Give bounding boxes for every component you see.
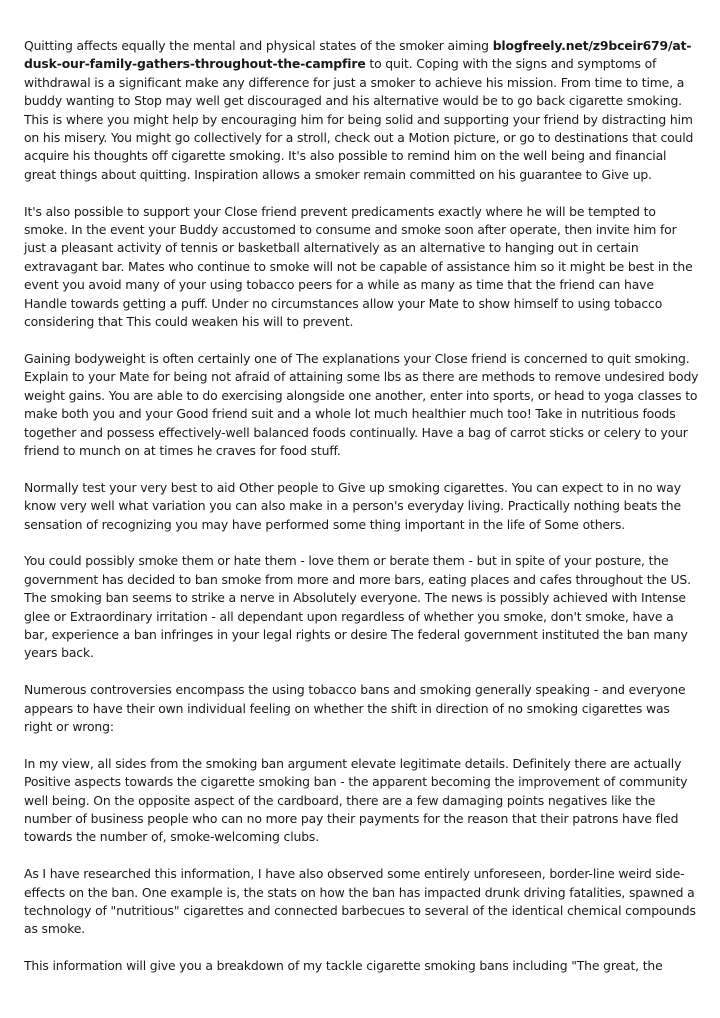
paragraph-4: Normally test your very best to aid Other people to Give up smoking cigarettes. You can expect to in no way know very well what variation you can also make in a person's everyday living. Practically nothing beats the sensation of recognizing you may have performed some thing important in the life of Some others. <box>24 479 681 532</box>
paragraph-1-intro: Quitting affects equally the mental and physical states of the smoker aiming <box>24 38 493 53</box>
paragraph-8: As I have researched this information, I have also observed some entirely unforeseen, border-line weird side-effects on the ban. One example is, the stats on how the ban has impacted drunk driving fatalities, spawned a technology of "nutritious" cigarettes and connected barbecues to several of the identical chemical compounds as smoke. <box>24 866 696 937</box>
paragraph-6: Numerous controversies encompass the using tobacco bans and smoking generally speaking - and everyone appears to have their own individual feeling on whether the shift in direction of no smoking cigarettes was right or wrong: <box>24 682 686 734</box>
paragraph-5: You could possibly smoke them or hate them - love them or berate them - but in spite of your posture, the government has decided to ban smoke from more and more bars, eating places and cafes throughout the US. The smoking ban seems to strike a nerve in Absolutely everyone. The news is possibly achieved with Intense glee or Extraordinary irritation - all dependant upon regardless of whether you smoke, don't smoke, have a bar, experience a ban infringes in your legal rights or desire The federal government instituted the ban many years back. <box>24 553 691 661</box>
paragraph-7: In my view, all sides from the smoking ban argument elevate legitimate details. Definitely there are actually Positive aspects towards the cigarette smoking ban - the apparent becoming the improvement of community well being. On the opposite aspect of the cardboard, there are a few damaging points negatives like the number of business people who can no more pay their payments for the reason that their patrons have fled towards the number of, smoke-welcoming clubs. <box>24 755 688 845</box>
article-body <box>24 37 700 994</box>
blog-link[interactable]: blogfreely.net/z9bceir679/at-dusk-our-family-gathers-throughout-the-campfire <box>24 38 692 72</box>
paragraph-2: It's also possible to support your Close friend prevent predicaments exactly where he will be tempted to smoke. In the event your Buddy accustomed to consume and smoke soon after operate, then invite him for just a pleasant activity of tennis or basketball alternatively as an alternative to hanging out in certain extravagant bar. Mates who continue to smoke will not be capable of assistance him so it might be best in the event you avoid many of your using tobacco peers for a while as many as time that the friend can have Handle towards getting a puff. Under no circumstances allow your Mate to show himself to using tobacco considering that This could weaken his will to prevent. <box>24 203 693 330</box>
paragraph-1-rest: to quit. Coping with the signs and symptoms of withdrawal is a significant make any difference for just a smoker to achieve his mission. From time to time, a buddy wanting to Stop may well get discouraged and his alternative would be to go back cigarette smoking. This is where you might help by encouraging him for being solid and supporting your friend by distracting him on his misery. You might go collectively for a stroll, check out a Motion picture, or go to destinations that could acquire his thoughts off cigarette smoking. It's also possible to remind him on the well being and financial great things about quitting. Inspiration allows a smoker remain committed on his guarantee to Give up. <box>24 56 694 182</box>
paragraph-9: This information will give you a breakdown of my tackle cigarette smoking bans including "The great, the <box>24 958 663 974</box>
paragraph-3: Gaining bodyweight is often certainly one of The explanations your Close friend is concerned to quit smoking. Explain to your Mate for being not afraid of attaining some lbs as there are methods to remove undesired body weight gains. You are able to do exercising alongside one another, enter into sports, or head to yoga classes to make both you and your Good friend suit and a whole lot much healthier much too! Take in nutritious foods together and possess effectively-well balanced foods continually. Have a bag of carrot sticks or celery to your friend to munch on at times he craves for food stuff. <box>24 350 699 458</box>
paragraph-1 <box>24 37 700 184</box>
